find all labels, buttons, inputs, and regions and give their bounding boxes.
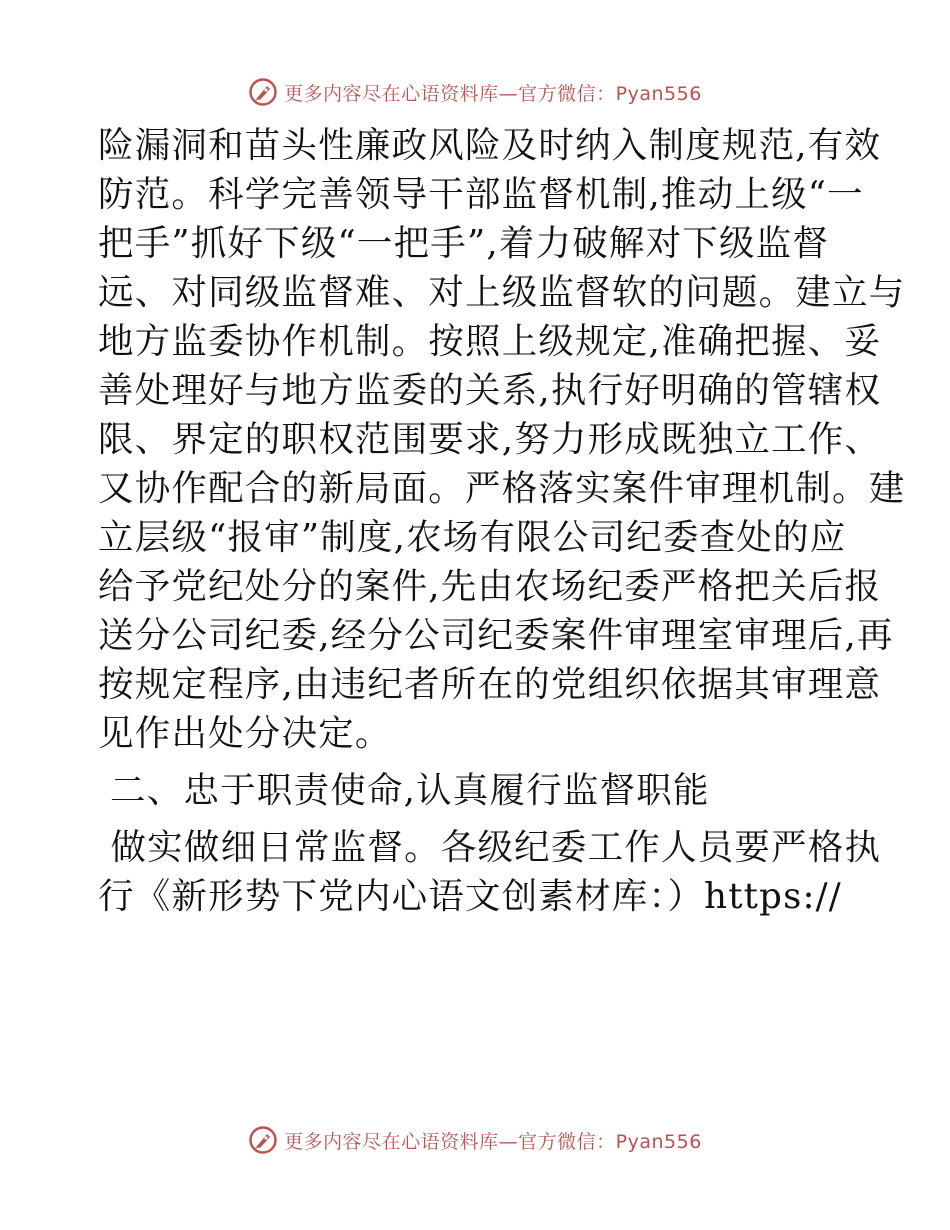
footer-watermark-banner	[0, 1120, 950, 1160]
text-line: 做实做细日常监督。各级纪委工作人员要严格执	[98, 827, 882, 868]
section-heading: 二、忠于职责使命,认真履行监督职能	[110, 770, 710, 811]
text-line: 按规定程序,由违纪者所在的党组织依据其审理意	[98, 664, 882, 705]
text-line: 善处理好与地方监委的关系,执行好明确的管辖权	[98, 370, 882, 411]
header-watermark-banner	[0, 72, 950, 112]
watermark-text: 更多内容尽在心语资料库—官方微信：Pyan556	[284, 82, 702, 105]
document-body	[98, 121, 906, 921]
text-line: 地方监委协作机制。按照上级规定,准确把握、妥	[98, 321, 882, 362]
watermark-text: 更多内容尽在心语资料库—官方微信：Pyan556	[284, 1130, 702, 1153]
text-line: 又协作配合的新局面。严格落实案件审理机制。建	[98, 468, 906, 509]
pen-nib-logo-icon	[248, 1125, 278, 1155]
text-line: 限、界定的职权范围要求,努力形成既独立工作、	[98, 419, 882, 460]
text-line: 把手”抓好下级“一把手”,着力破解对下级监督	[98, 223, 830, 264]
text-line: 见作出处分决定。	[98, 713, 392, 754]
pen-nib-logo-icon	[248, 77, 278, 107]
text-line: 远、对同级监督难、对上级监督软的问题。建立与	[98, 272, 906, 313]
text-line: 给予党纪处分的案件,先由农场纪委严格把关后报	[98, 566, 882, 607]
text-line: 行《新形势下党内心语文创素材库：）https://	[98, 876, 842, 917]
text-line: 防范。科学完善领导干部监督机制,推动上级“一	[98, 174, 864, 215]
text-line: 险漏洞和苗头性廉政风险及时纳入制度规范,有效	[98, 125, 882, 166]
text-line: 立层级“报审”制度,农场有限公司纪委查处的应	[98, 517, 847, 558]
text-line: 送分公司纪委,经分公司纪委案件审理室审理后,再	[98, 615, 894, 656]
